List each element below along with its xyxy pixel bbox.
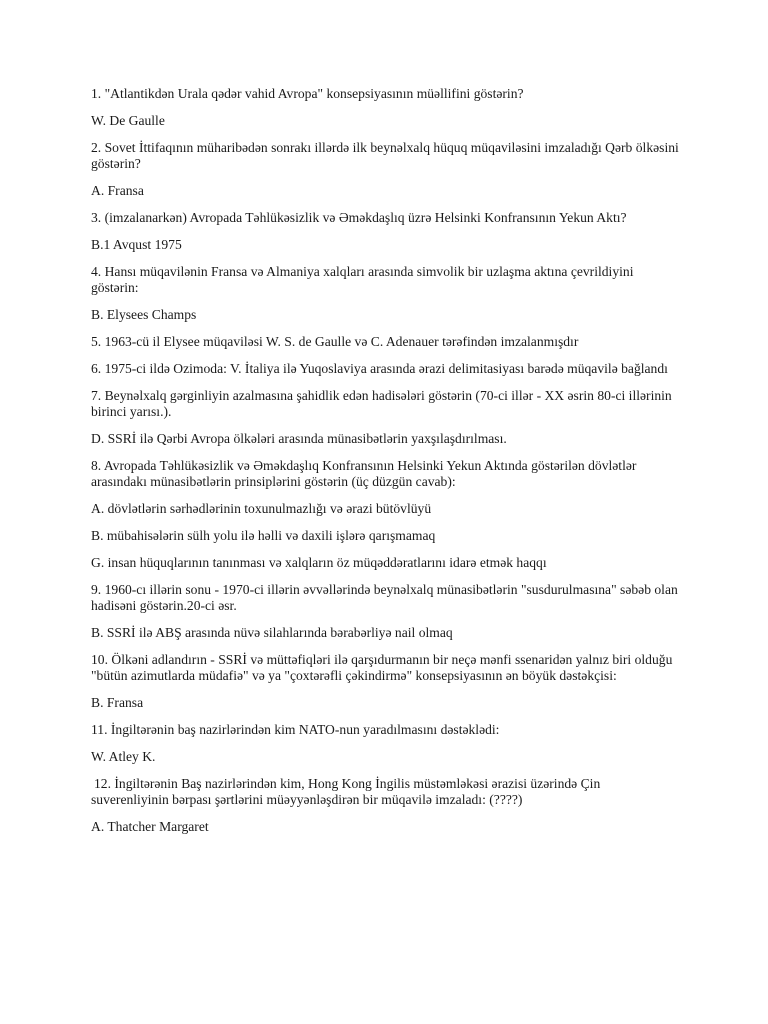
question-2: 2. Sovet İttifaqının müharibədən sonrakı illərdə ilk beynəlxalq hüquq müqaviləsini imzaladığı Qərb ölkəsini göstərin? bbox=[91, 140, 679, 171]
answer-8g: G. insan hüquqlarının tanınması və xalqların öz müqəddəratlarını idarə etmək haqqı bbox=[91, 555, 547, 570]
answer-12: A. Thatcher Margaret bbox=[91, 819, 209, 834]
question-7: 7. Beynəlxalq gərginliyin azalmasına şahidlik edən hadisələri göstərin (70-ci illər - XX əsrin 80-ci illərinin birinci yarısı.). bbox=[91, 388, 672, 419]
statement-5: 5. 1963-cü il Elysee müqaviləsi W. S. de Gaulle və C. Adenauer tərəfindən imzalanmışdır bbox=[91, 334, 579, 349]
question-11: 11. İngiltərənin baş nazirlərindən kim NATO-nun yaradılmasını dəstəklədi: bbox=[91, 722, 500, 737]
answer-1: W. De Gaulle bbox=[91, 113, 165, 128]
question-9: 9. 1960-cı illərin sonu - 1970-ci illərin əvvəllərində beynəlxalq münasibətlərin "susdurulmasına" səbəb olan hadisəni göstərin.20-ci əsr. bbox=[91, 582, 678, 613]
question-3: 3. (imzalanarkən) Avropada Təhlükəsizlik və Əməkdaşlıq üzrə Helsinki Konfransının Yekun Aktı? bbox=[91, 210, 627, 225]
answer-10: B. Fransa bbox=[91, 695, 144, 710]
question-4: 4. Hansı müqavilənin Fransa və Almaniya xalqları arasında simvolik bir uzlaşma aktına çevrildiyini göstərin: bbox=[91, 264, 634, 295]
question-8: 8. Avropada Təhlükəsizlik və Əməkdaşlıq Konfransının Helsinki Yekun Aktında göstərilən dövlətlər arasındakı münasibətlərin prinsiplərini göstərin (üç düzgün cavab): bbox=[91, 458, 637, 489]
answer-3: B.1 Avqust 1975 bbox=[91, 237, 182, 252]
answer-11: W. Atley K. bbox=[91, 749, 156, 764]
statement-6: 6. 1975-ci ildə Ozimoda: V. İtaliya ilə Yuqoslaviya arasında ərazi delimitasiyası barədə müqavilə bağlandı bbox=[91, 361, 668, 376]
document-body bbox=[91, 86, 681, 846]
answer-9: B. SSRİ ilə ABŞ arasında nüvə silahlarında bərabərliyə nail olmaq bbox=[91, 625, 453, 640]
answer-7: D. SSRİ ilə Qərbi Avropa ölkələri arasında münasibətlərin yaxşılaşdırılması. bbox=[91, 431, 507, 446]
question-10: 10. Ölkəni adlandırın - SSRİ və müttəfiqləri ilə qarşıdurmanın bir neçə mənfi ssenaridən yalnız biri olduğu "bütün azimutlarda müdafiə" və ya "çoxtərəfli çəkindirmə" konsepsiyasının ən böyük dəstəkçisi: bbox=[91, 652, 673, 683]
answer-8b: B. mübahisələrin sülh yolu ilə həlli və daxili işlərə qarışmamaq bbox=[91, 528, 436, 543]
answer-2: A. Fransa bbox=[91, 183, 144, 198]
question-1: 1. "Atlantikdən Urala qədər vahid Avropa" konsepsiyasının müəllifini göstərin? bbox=[91, 86, 524, 101]
answer-8a: A. dövlətlərin sərhədlərinin toxunulmazlığı və ərazi bütövlüyü bbox=[91, 501, 432, 516]
answer-4: B. Elysees Champs bbox=[91, 307, 197, 322]
question-12: 12. İngiltərənin Baş nazirlərindən kim, Hong Kong İngilis müstəmləkəsi ərazisi üzərində Çin suverenliyinin bərpası şərtlərini müəyyənləşdirən bir müqavilə imzaladı: (????) bbox=[91, 776, 601, 807]
